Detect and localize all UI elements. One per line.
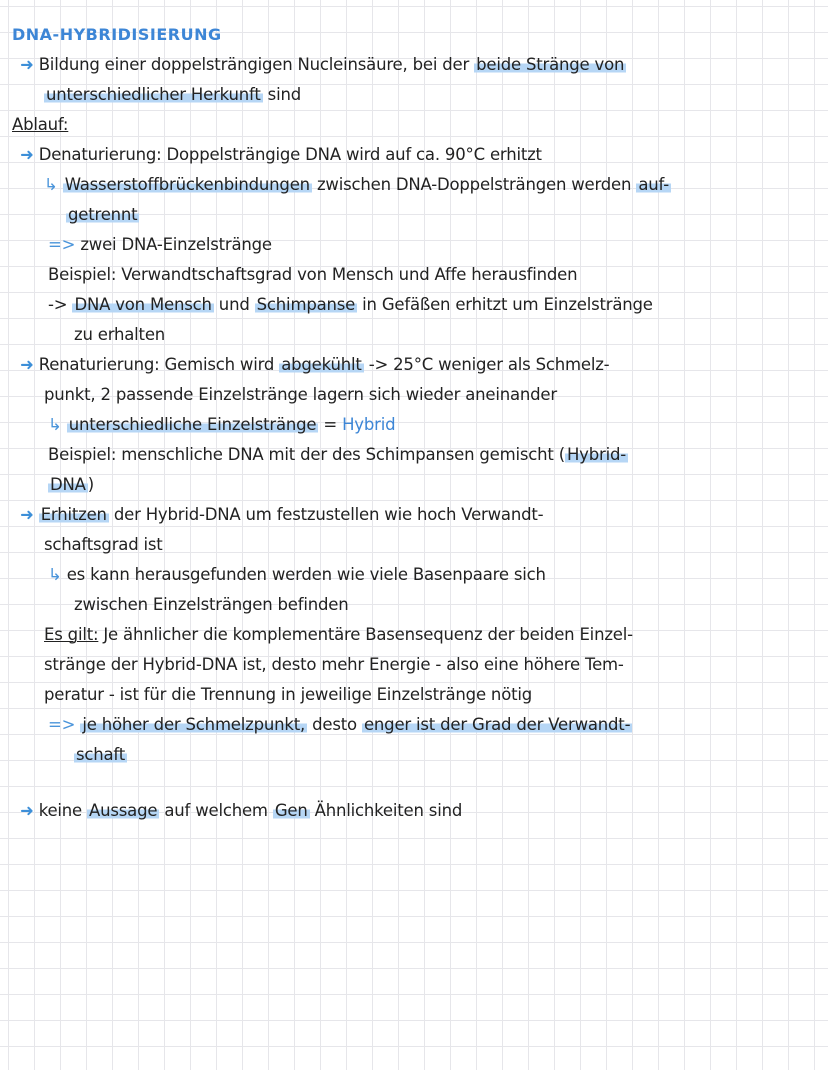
denaturierung-line-1 bbox=[20, 142, 542, 168]
denaturierung-line-3 bbox=[66, 202, 139, 228]
highlight: Gen bbox=[274, 801, 308, 820]
text: ) bbox=[87, 475, 94, 494]
arrow-icon: ➜ bbox=[20, 55, 34, 74]
hybrid-label: Hybrid bbox=[342, 415, 396, 434]
definition-line-1 bbox=[20, 52, 626, 78]
erhitzen-line-2: schaftsgrad ist bbox=[44, 535, 163, 554]
text: der Hybrid-DNA um festzustellen wie hoch Verwandt- bbox=[108, 505, 544, 524]
highlight: auf- bbox=[638, 175, 669, 194]
aussage-line bbox=[20, 798, 462, 824]
renaturierung-line-2: punkt, 2 passende Einzelstränge lagern sich wieder aneinander bbox=[44, 385, 557, 404]
text: Renaturierung: Gemisch wird bbox=[38, 355, 280, 374]
es-gilt-label: Es gilt: bbox=[44, 625, 99, 644]
text: es kann herausgefunden werden wie viele Basenpaare sich bbox=[66, 565, 546, 584]
arrow-icon: ➜ bbox=[20, 355, 34, 374]
text: Je ähnlicher die komplementäre Basensequenz der beiden Einzel- bbox=[98, 625, 633, 644]
highlight: Erhitzen bbox=[40, 505, 107, 524]
result-arrow-icon: => bbox=[48, 235, 76, 254]
renaturierung-line-3 bbox=[48, 412, 395, 438]
denaturierung-line-2 bbox=[44, 172, 671, 198]
denaturierung-result bbox=[48, 232, 272, 258]
highlight: beide Stränge von bbox=[476, 55, 625, 74]
highlight: Aussage bbox=[89, 801, 158, 820]
arrow-icon: ➜ bbox=[20, 145, 34, 164]
highlight: DNA bbox=[50, 475, 86, 494]
sub-arrow-icon: ↳ bbox=[48, 415, 62, 434]
page-title: DNA-HYBRIDISIERUNG bbox=[12, 25, 222, 44]
text: desto bbox=[307, 715, 362, 734]
denaturierung-example-2 bbox=[48, 292, 653, 318]
renaturierung-example bbox=[48, 442, 628, 468]
denaturierung-example: Beispiel: Verwandtschaftsgrad von Mensch und Affe herausfinden bbox=[48, 265, 578, 284]
erhitzen-line-8 bbox=[48, 712, 632, 738]
highlight: enger ist der Grad der Verwandt- bbox=[363, 715, 631, 734]
text: Ähnlichkeiten sind bbox=[309, 801, 463, 820]
text: keine bbox=[38, 801, 88, 820]
arrow-icon: ➜ bbox=[20, 505, 34, 524]
erhitzen-line-7: peratur - ist für die Trennung in jeweilige Einzelstränge nötig bbox=[44, 685, 533, 704]
ablauf-heading: Ablauf: bbox=[12, 115, 69, 134]
text: -> 25°C weniger als Schmelz- bbox=[363, 355, 610, 374]
highlight: Wasserstoffbrückenbindungen bbox=[64, 175, 310, 194]
highlight: je höher der Schmelzpunkt, bbox=[82, 715, 306, 734]
highlight: DNA von Mensch bbox=[74, 295, 212, 314]
erhitzen-line-5 bbox=[44, 622, 633, 648]
renaturierung-line-1 bbox=[20, 352, 609, 378]
definition-text: sind bbox=[262, 85, 301, 104]
text: = bbox=[318, 415, 343, 434]
erhitzen-line-4: zwischen Einzelsträngen befinden bbox=[74, 595, 349, 614]
definition-text: Bildung einer doppelsträngigen Nucleinsäure, bei der bbox=[38, 55, 475, 74]
highlight: unterschiedliche Einzelstränge bbox=[68, 415, 317, 434]
definition-line-2 bbox=[44, 82, 301, 108]
highlight: Schimpanse bbox=[256, 295, 356, 314]
text: zwischen DNA-Doppelsträngen werden bbox=[311, 175, 637, 194]
erhitzen-line-9 bbox=[74, 742, 127, 768]
arrow-icon: -> bbox=[48, 295, 68, 314]
sub-arrow-icon: ↳ bbox=[48, 565, 62, 584]
erhitzen-line-6: stränge der Hybrid-DNA ist, desto mehr Energie - also eine höhere Tem- bbox=[44, 655, 624, 674]
erhitzen-line-3 bbox=[48, 562, 546, 588]
denaturierung-example-3: zu erhalten bbox=[74, 325, 166, 344]
highlight: abgekühlt bbox=[281, 355, 362, 374]
highlight: getrennt bbox=[68, 205, 138, 224]
highlight: unterschiedlicher Herkunft bbox=[46, 85, 261, 104]
arrow-icon: ➜ bbox=[20, 801, 34, 820]
renaturierung-example-2 bbox=[48, 472, 94, 498]
highlight: schaft bbox=[76, 745, 126, 764]
erhitzen-line-1 bbox=[20, 502, 543, 528]
text: Denaturierung: Doppelsträngige DNA wird auf ca. 90°C erhitzt bbox=[38, 145, 542, 164]
text: zwei DNA-Einzelstränge bbox=[80, 235, 272, 254]
result-arrow-icon: => bbox=[48, 715, 76, 734]
highlight: Hybrid- bbox=[566, 445, 626, 464]
text: Beispiel: menschliche DNA mit der des Schimpansen gemischt ( bbox=[48, 445, 565, 464]
sub-arrow-icon: ↳ bbox=[44, 175, 58, 194]
text: in Gefäßen erhitzt um Einzelstränge bbox=[357, 295, 653, 314]
text: und bbox=[213, 295, 255, 314]
text: auf welchem bbox=[159, 801, 273, 820]
